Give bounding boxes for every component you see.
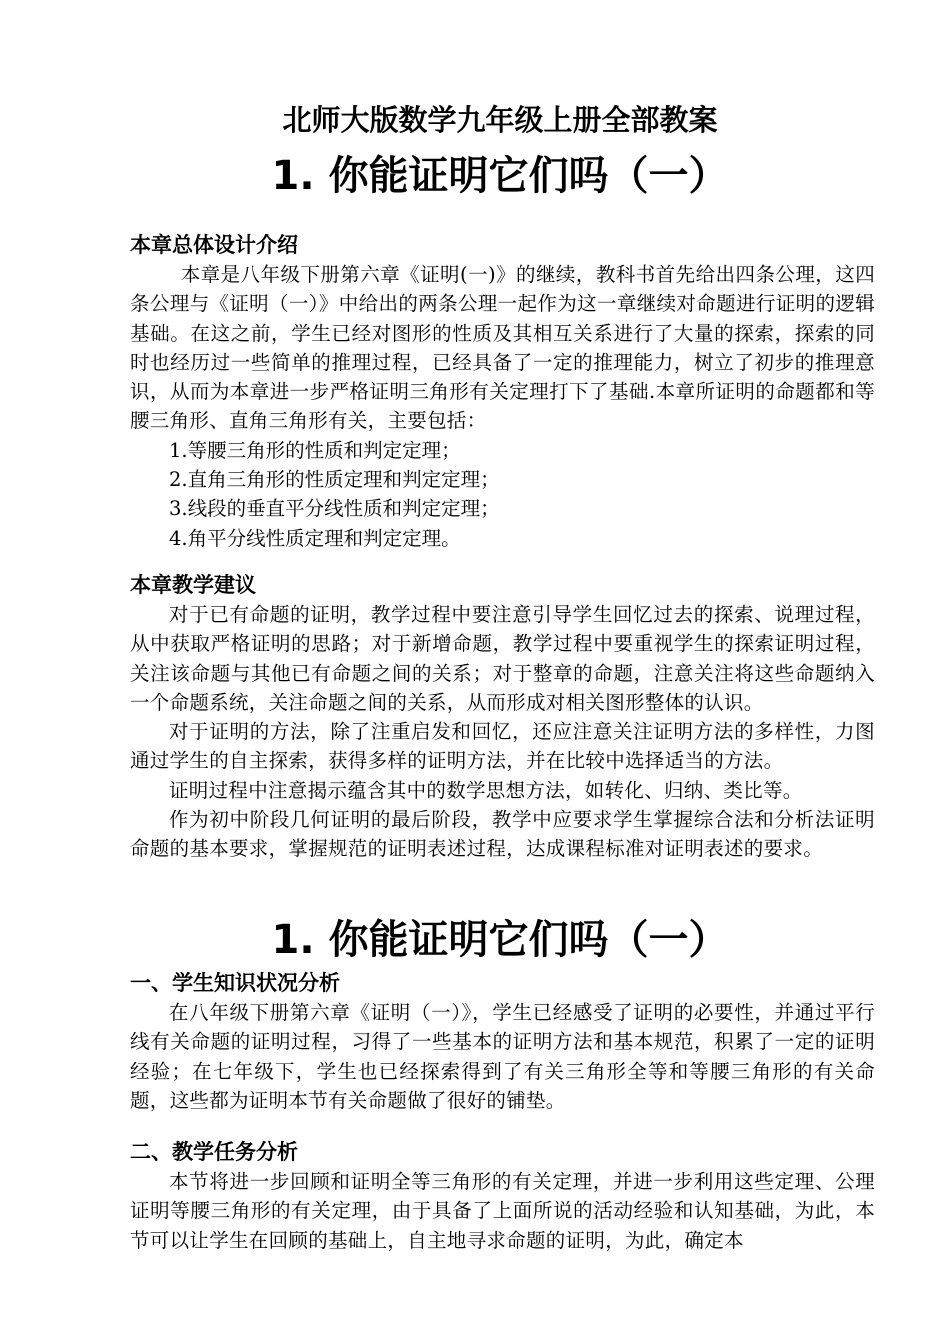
section-heading: 本章教学建议: [130, 573, 256, 597]
section-paragraph: 本章是八年级下册第六章《证明(一)》的继续，教科书首先给出四条公理，这四条公理与《证明（一）》中给出的两条公理一起作为这一章继续对命题进行证明的逻辑基础。在这之前，学生已经对图形的性质及其相互关系进行了大量的探索，探索的同时也经历过一些简单的推理过程，已经具备了一定的推理能力，树立了初步的推理意识，从而为本章进一步严格证明三角形有关定理打下了基础.本章所证明的命题都和等腰三角形、直角三角形有关，主要包括：: [130, 263, 875, 433]
theorem-list: [130, 436, 875, 553]
section-heading: 一、学生知识状况分析: [130, 971, 340, 995]
chapter-title: 1. 你能证明它们吗（一）: [271, 153, 729, 199]
lesson-title: 1. 你能证明它们吗（一）: [271, 917, 729, 963]
section-paragraph: 本节将进一步回顾和证明全等三角形的有关定理，并进一步利用这些定理、公理证明等腰三角形的有关定理，由于具备了上面所说的活动经验和认知基础，为此，本节可以让学生在回顾的基础上，自主地寻求命题的证明，为此，确定本: [130, 1170, 875, 1252]
section-paragraph: 在八年级下册第六章《证明（一）》，学生已经感受了证明的必要性，并通过平行线有关命题的证明过程，习得了一些基本的证明方法和基本规范，积累了一定的证明经验；在七年级下，学生也已经探索得到了有关三角形全等和等腰三角形的有关命题，这些都为证明本节有关命题做了很好的铺垫。: [130, 1001, 875, 1112]
section-paragraph: 对于证明的方法，除了注重启发和回忆，还应注意关注证明方法的多样性，力图通过学生的自主探索，获得多样的证明方法，并在比较中选择适当的方法。: [130, 720, 875, 773]
section-teaching-suggestions: [130, 570, 875, 864]
list-item: 3.线段的垂直平分线性质和判定定理；: [169, 497, 500, 521]
section-heading: 本章总体设计介绍: [130, 233, 298, 257]
section-heading: 二、教学任务分析: [130, 1140, 298, 1164]
section-paragraph: 对于已有命题的证明，教学过程中要注意引导学生回忆过去的探索、说理过程，从中获取严格证明的思路；对于新增命题，教学过程中要重视学生的探索证明过程，关注该命题与其他已有命题之间的关系；对于整章的命题，注意关注将这些命题纳入一个命题系统，关注命题之间的关系，从而形成对相关图形整体的认识。: [130, 603, 875, 714]
section-paragraph: 证明过程中注意揭示蕴含其中的数学思想方法，如转化、归纳、类比等。: [169, 778, 803, 802]
list-item: 4.角平分线性质定理和判定定理。: [169, 526, 461, 550]
section-student-analysis: [130, 968, 875, 1115]
list-item: 2.直角三角形的性质定理和判定定理；: [169, 468, 500, 492]
section-paragraph: 作为初中阶段几何证明的最后阶段，教学中应要求学生掌握综合法和分析法证明命题的基本要求，掌握规范的证明表述过程，达成课程标准对证明表述的要求。: [130, 808, 875, 861]
section-chapter-intro: [130, 230, 875, 553]
section-task-analysis: [130, 1137, 875, 1255]
list-item: 1.等腰三角形的性质和判定定理；: [169, 438, 461, 462]
document-title: 北师大版数学九年级上册全部教案: [282, 103, 718, 137]
